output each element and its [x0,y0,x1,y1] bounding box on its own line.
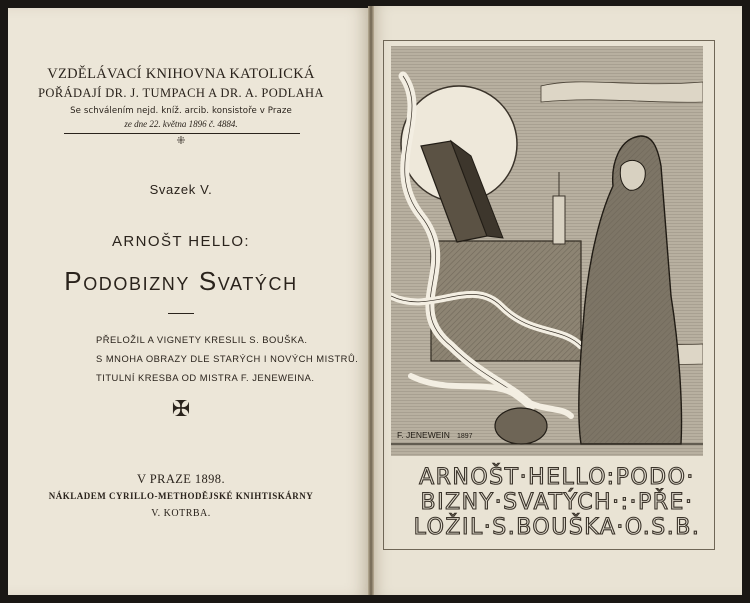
approval-date: ze dne 22. května 1896 č. 4884. [124,119,238,129]
cross-icon: ✠ [171,397,191,422]
credit-line: TITULNÍ KRESBA OD MISTRA F. JENEWEINA. [96,372,315,383]
book-title: Podobizny Svatých [64,266,298,296]
author-name: ARNOŠT HELLO: [112,233,250,250]
artist-signature: F. JENEWEIN [397,430,450,440]
place-year: V PRAZE 1898. [137,472,225,486]
series-title: VZDĚLÁVACÍ KNIHOVNA KATOLICKÁ [47,66,315,82]
censer-bowl [495,408,547,444]
figure-face [620,160,645,190]
editors-line: POŘÁDAJÍ DR. J. TUMPACH A DR. A. PODLAHA [38,86,324,100]
credit-line: PŘELOŽIL A VIGNETY KRESLIL S. BOUŠKA. [96,334,308,345]
candle [553,196,565,244]
title-rule [168,313,194,314]
frontispiece-illustration [391,46,703,456]
printer-line: V. KOTRBA. [151,508,211,519]
credits-block [96,330,359,387]
signature-year: 1897 [457,433,473,440]
caption-line: LOŽIL·S.BOUŠKA·O.S.B. [413,515,701,540]
cloud [541,82,703,102]
publisher-line: NÁKLADEM CYRILLO-METHODĚJSKÉ KNIHTISKÁRNY [48,491,314,501]
caption-line: ARNOŠT·HELLO:PODO· [419,465,695,490]
approval-line: Se schválením nejd. kníž. arcib. konsistoře v Praze [70,106,292,116]
ornament-icon: ⁜ [176,134,186,147]
caption-line: BIZNY·SVATÝCH·:·PŘE· [420,490,694,515]
credit-line: S MNOHA OBRAZY DLE STARÝCH I NOVÝCH MISTRŮ. [96,353,359,364]
volume-label: Svazek V. [149,182,213,197]
